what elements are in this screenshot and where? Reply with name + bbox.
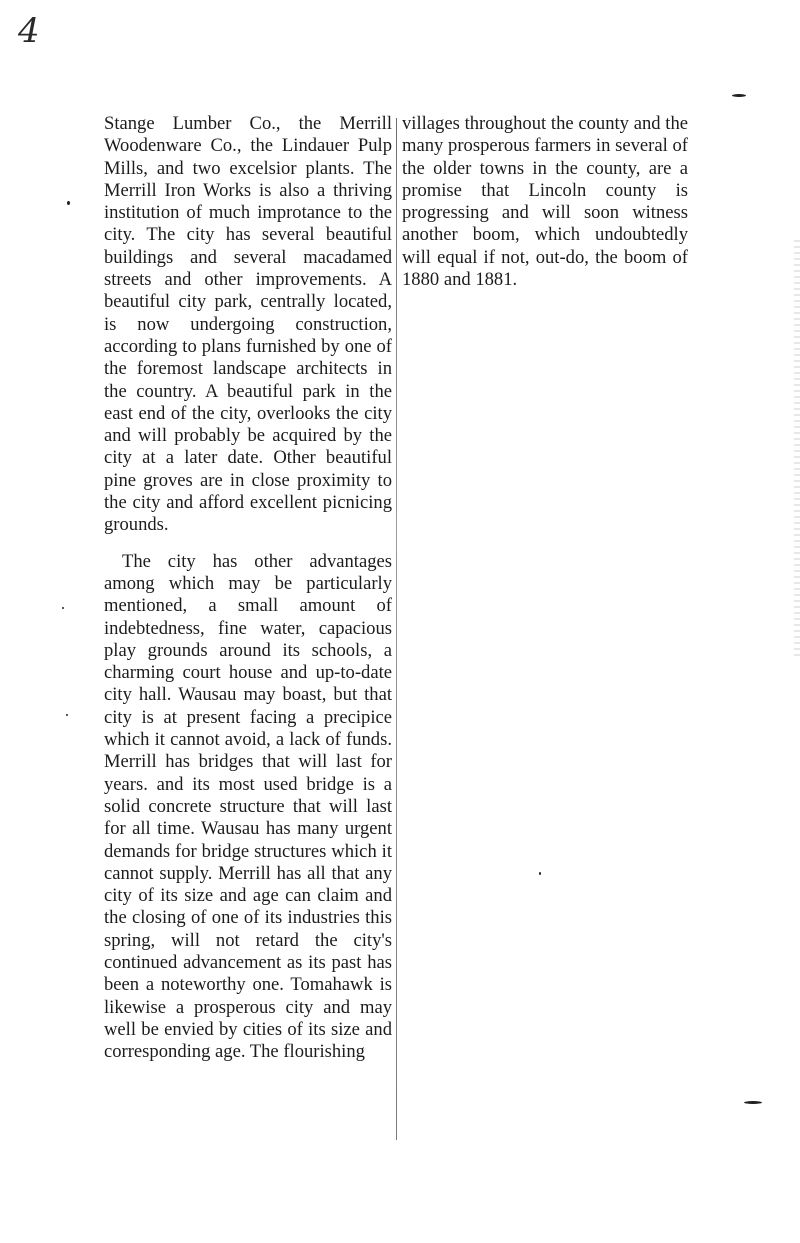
ink-speck bbox=[744, 1101, 762, 1104]
article-left-column bbox=[104, 113, 392, 1063]
ink-speck bbox=[66, 714, 68, 716]
page-edge-shadow bbox=[794, 240, 800, 660]
ink-speck bbox=[539, 872, 541, 875]
ink-speck bbox=[62, 607, 64, 609]
article-paragraph: villages throughout the county and the many prosperous farmers in several of the older towns in the county, are a promise that Lincoln county is progressing and will soon witness another boom, which undoubtedly will equal if not, out-do, the boom of 1880 and 1881. bbox=[402, 113, 688, 291]
ink-speck bbox=[732, 94, 746, 97]
article-right-column bbox=[402, 113, 688, 291]
article-paragraph: The city has other advantages among which may be particularly mentioned, a small amount of indebtedness, fine water, capacious play grounds around its schools, a charming court house and up-to-date city hall. Wausau may boast, but that city is at present facing a precipice which it cannot avoid, a lack of funds. Merrill has bridges that will last for years. and its most used bridge is a solid concrete structure that will last for all time. Wausau has many urgent demands for bridge structures which it cannot supply. Merrill has all that any city of its size and age can claim and the closing of one of its industries this spring, will not retard the city's continued advancement as its past has been a noteworthy one. Tomahawk is likewise a prosperous city and may well be envied by cities of its size and corresponding age. The flourishing bbox=[104, 550, 392, 1063]
page-number: 4 bbox=[18, 11, 40, 51]
column-divider bbox=[396, 118, 397, 1140]
ink-speck bbox=[67, 201, 70, 205]
article-paragraph: Stange Lumber Co., the Merrill Woodenware Co., the Lindauer Pulp Mills, and two excelsior plants. The Merrill Iron Works is also a thriving institution of much improtance to the city. The city has several beautiful buildings and several macadamed streets and other improvements. A beautiful city park, centrally located, is now undergoing construction, according to plans furnished by one of the foremost landscape architects in the country. A beautiful park in the east end of the city, overlooks the city and will probably be acquired by the city at a later date. Other beautiful pine groves are in close proximity to the city and afford excellent picnicing grounds. bbox=[104, 113, 392, 536]
